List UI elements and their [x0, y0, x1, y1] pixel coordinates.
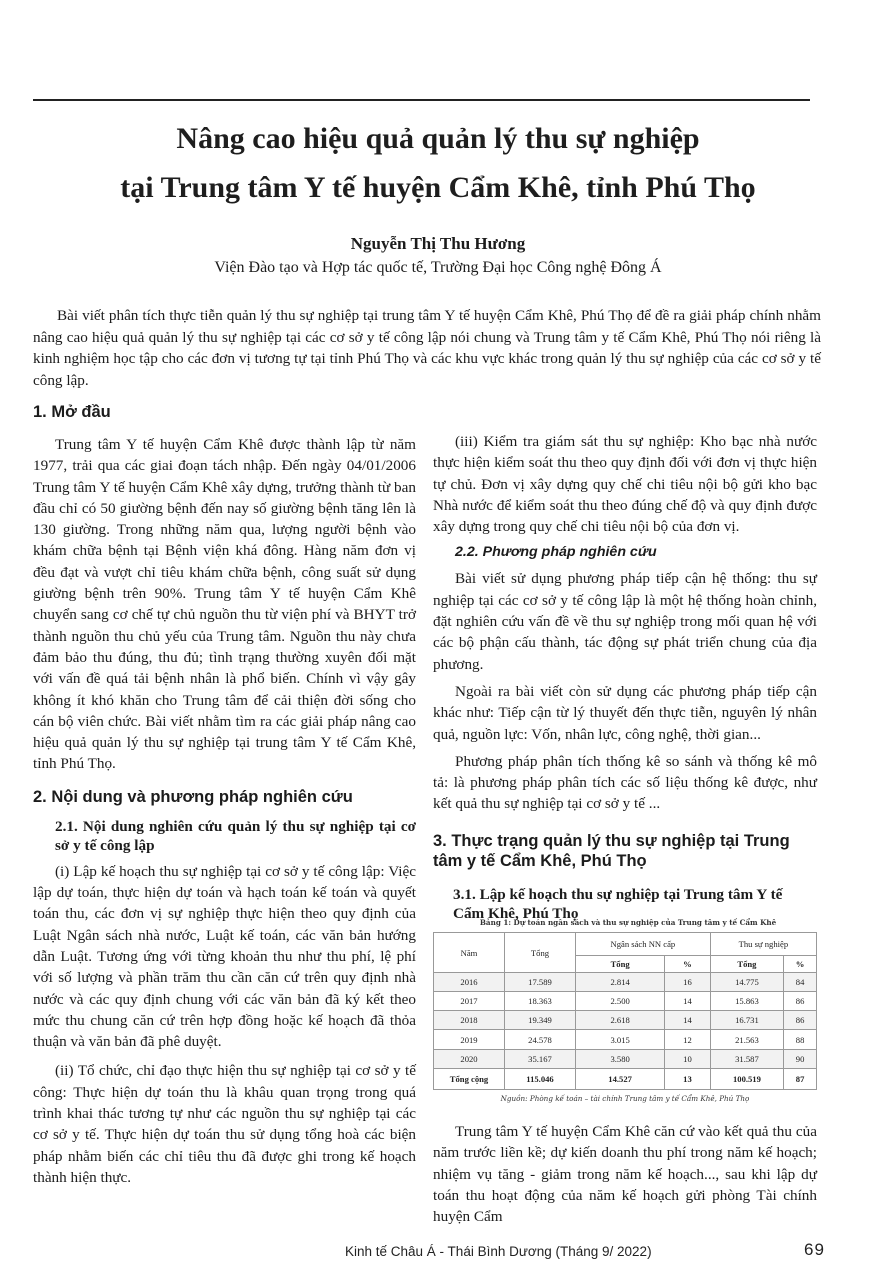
col-header-budget: Ngân sách NN cấp [576, 933, 711, 956]
cell-revenue-pct: 86 [784, 992, 817, 1011]
cell-revenue-pct: 90 [784, 1049, 817, 1068]
cell-budget-total: 2.500 [576, 992, 665, 1011]
cell-budget-total: 2.814 [576, 973, 665, 992]
cell-revenue-total: 15.863 [710, 992, 783, 1011]
paragraph-after-table: Trung tâm Y tế huyện Cẩm Khê căn cứ vào kết quả thu của năm trước liền kề; dự kiến doanh thu phí trong năm kế hoạch; nhiệm vụ tăng - giảm trong năm kế hoạch..., sau khi lập dự toán thu hoạt động của năm kế hoạch gửi phòng Tài chính huyện Cẩm [433, 1123, 817, 1226]
subsection-heading-plan: 3.1. Lập kế hoạch thu sự nghiệp tại Trung tâm Y tế Cẩm Khê, Phú Thọ [453, 885, 783, 922]
abstract: Bài viết phân tích thực tiễn quản lý thu sự nghiệp tại trung tâm Y tế huyện Cẩm Khê, Phú Thọ để đề ra giải pháp chính nhằm nâng cao hiệu quả quản lý thu sự nghiệp tại các cơ sở y tế công lập nói chung và Trung tâm y tế Cẩm Khê, Phú Thọ nói riêng là kinh nghiệm học tập cho các đơn vị tương tự tại tỉnh Phú Thọ và các khu vực khác trong quản lý thu sự nghiệp của các cơ sở y tế công lập. [33, 307, 821, 389]
col-header-year: Năm [434, 933, 505, 973]
method-paragraph-2: Ngoài ra bài viết còn sử dụng các phương pháp tiếp cận khác như: Tiếp cận từ lý thuyết đến thực tiễn, nguyên lý nhân quả, nguồn lực: Vốn, nhân lực, công nghệ, thời gian... [433, 682, 817, 743]
cell-revenue-pct: 86 [784, 1011, 817, 1030]
table-source-note: Nguồn: Phòng kế toán – tài chính Trung tâm y tế Cẩm Khê, Phú Thọ [500, 1094, 750, 1103]
cell-revenue-pct: 87 [784, 1068, 817, 1089]
section-heading-intro: 1. Mở đầu [33, 403, 111, 421]
left-column [33, 402, 416, 1188]
budget-revenue-table [433, 932, 817, 1090]
cell-revenue-total: 100.519 [710, 1068, 783, 1089]
table-row [434, 1049, 817, 1068]
method-paragraph-3: Phương pháp phân tích thống kê so sánh và thống kê mô tả: là phương pháp phân tích các số liệu thống kê được, như kết quả thu sự nghiệp tại cơ sở y tế ... [433, 752, 817, 813]
cell-year: 2017 [434, 992, 505, 1011]
top-rule [33, 99, 810, 101]
cell-budget-pct: 10 [665, 1049, 710, 1068]
col-header-revenue: Thu sự nghiệp [710, 933, 816, 956]
paragraph-ii: (ii) Tổ chức, chỉ đạo thực hiện thu sự nghiệp tại cơ sở y tế công: Thực hiện dự toán thu là khâu quan trọng trong quá trình khai thác tương tự như các nguồn thu sự nghiệp tại các cơ sở y tế. Thực hiện dự toán thu sử dụng tổng hoà các biện pháp nhằm biến các chỉ tiêu thu đã được ghi trong kế hoạch thành hiện thực. [33, 1062, 416, 1186]
table-header-row [434, 933, 817, 956]
col-header-total: Tổng [505, 933, 576, 973]
cell-revenue-total: 14.775 [710, 973, 783, 992]
table-row [434, 1011, 817, 1030]
col-subheader-revenue-total: Tổng [710, 956, 783, 973]
cell-total: 115.046 [505, 1068, 576, 1089]
subsection-heading-content: 2.1. Nội dung nghiên cứu quản lý thu sự nghiệp tại cơ sở y tế công lập [55, 817, 416, 854]
col-subheader-budget-pct: % [665, 956, 710, 973]
cell-year: 2019 [434, 1030, 505, 1049]
subsection-heading-method: 2.2. Phương pháp nghiên cứu [455, 544, 657, 561]
cell-total: 24.578 [505, 1030, 576, 1049]
method-paragraph-1: Bài viết sử dụng phương pháp tiếp cận hệ thống: thu sự nghiệp tại các cơ sở y tế công lập là một hệ thống hoàn chỉnh, đặt nghiên cứu vấn đề về thu sự nghiệp trong mối quan hệ với các bộ phận cấu thành, tác động sự phát triển chung của địa phương. [433, 570, 817, 673]
cell-year: 2020 [434, 1049, 505, 1068]
col-subheader-budget-total: Tổng [576, 956, 665, 973]
author-name: Nguyễn Thị Thu Hương [350, 234, 526, 253]
right-column-continued [433, 1121, 817, 1227]
cell-budget-pct: 14 [665, 992, 710, 1011]
cell-total: 35.167 [505, 1049, 576, 1068]
cell-total: 19.349 [505, 1011, 576, 1030]
table-total-row [434, 1068, 817, 1089]
cell-revenue-total: 21.563 [710, 1030, 783, 1049]
intro-paragraph: Trung tâm Y tế huyện Cẩm Khê được thành lập từ năm 1977, trải qua các giai đoạn tách nhập. Đến ngày 04/01/2006 Trung tâm Y tế huyện Cẩm Khê xây dựng, trưởng thành từ ban đầu chỉ có 50 giường bệnh đến nay số giường bệnh tăng lên là 130 giường. Trong những năm qua, lượng người bệnh vào khám chữa bệnh tại Bệnh viện khá đông. Hàng năm đơn vị đều đạt và vượt chỉ tiêu khám chữa bệnh, công suất sử dụng giường bệnh trên 90%. Trung tâm Y tế huyện Cẩm Khê chuyển sang cơ chế tự chủ nguồn thu từ viện phí và BHYT trở thành nguồn thu chủ yếu của Trung tâm. Nguồn thu này chưa đảm bảo thu đúng, thu đủ; tình trạng thường xuyên đối mặt với vấn đề quá tải bệnh nhân là phổ biến. Chính vì vậy gây không ít khó khăn cho Trung tâm để cải thiện đời sống cho cán bộ viên chức. Bài viết nhằm tìm ra các giải pháp nâng cao hiệu quả quản lý thu sự nghiệp tại trung tâm Y tế Cẩm Khê, tỉnh Phú Thọ. [33, 436, 416, 773]
cell-total: 17.589 [505, 973, 576, 992]
cell-revenue-pct: 84 [784, 973, 817, 992]
cell-budget-total: 2.618 [576, 1011, 665, 1030]
table-row [434, 1030, 817, 1049]
section-heading-status: 3. Thực trạng quản lý thu sự nghiệp tại Trung tâm y tế Cẩm Khê, Phú Thọ [433, 831, 790, 870]
cell-total: 18.363 [505, 992, 576, 1011]
col-subheader-revenue-pct: % [784, 956, 817, 973]
article-title-line-1: Nâng cao hiệu quả quản lý thu sự nghiệp [176, 122, 700, 155]
paragraph-iii: (iii) Kiểm tra giám sát thu sự nghiệp: Kho bạc nhà nước thực hiện kiểm soát thu theo quy định đối với đơn vị thực hiện tự chủ. Đơn vị xây dựng quy chế chi tiêu nội bộ gửi kho bạc Nhà nước để kiểm soát thu theo đúng chế độ và quy định được xây dựng trong quy chế chi tiêu nội bộ của đơn vị. [433, 433, 817, 536]
cell-budget-total: 3.015 [576, 1030, 665, 1049]
author-affiliation: Viện Đào tạo và Hợp tác quốc tế, Trường Đại học Công nghệ Đông Á [214, 259, 662, 276]
article-title-line-2: tại Trung tâm Y tế huyện Cẩm Khê, tỉnh Phú Thọ [120, 171, 756, 204]
cell-year: Tổng cộng [434, 1068, 505, 1089]
table-row [434, 992, 817, 1011]
page-number: 69 [804, 1240, 825, 1259]
cell-budget-total: 14.527 [576, 1068, 665, 1089]
cell-budget-pct: 14 [665, 1011, 710, 1030]
cell-year: 2018 [434, 1011, 505, 1030]
paragraph-i: (i) Lập kế hoạch thu sự nghiệp tại cơ sở y tế công lập: Việc lập dự toán, thực hiện dự toán và hạch toán kế toán và quyết toán thu, các đơn vị sự nghiệp thực hiện theo quy định của Luật Ngân sách nhà nước, Luật kế toán, các văn bản hướng dẫn Luật. Tương ứng với từng khoản thu như thu phí, lệ phí với số lượng và phần trăm thu cần căn cứ trên quy định nhà nước và các quy định chung với các văn bản đã ký kết theo mức thu chung căn cứ trên hợp đồng hoặc kế hoạch đã thỏa thuận và văn bản đã phê duyệt. [33, 862, 416, 1051]
cell-revenue-total: 16.731 [710, 1011, 783, 1030]
journal-footer: Kinh tế Châu Á - Thái Bình Dương (Tháng 9/ 2022) [345, 1244, 652, 1259]
table-row [434, 973, 817, 992]
cell-budget-pct: 13 [665, 1068, 710, 1089]
cell-budget-total: 3.580 [576, 1049, 665, 1068]
table-caption: Bảng 1: Dự toán ngân sách và thu sự nghiệp của Trung tâm y tế Cẩm Khê [479, 918, 777, 927]
section-heading-content: 2. Nội dung và phương pháp nghiên cứu [33, 787, 353, 806]
cell-year: 2016 [434, 973, 505, 992]
right-column [433, 431, 817, 923]
cell-revenue-total: 31.587 [710, 1049, 783, 1068]
cell-budget-pct: 16 [665, 973, 710, 992]
cell-revenue-pct: 88 [784, 1030, 817, 1049]
cell-budget-pct: 12 [665, 1030, 710, 1049]
